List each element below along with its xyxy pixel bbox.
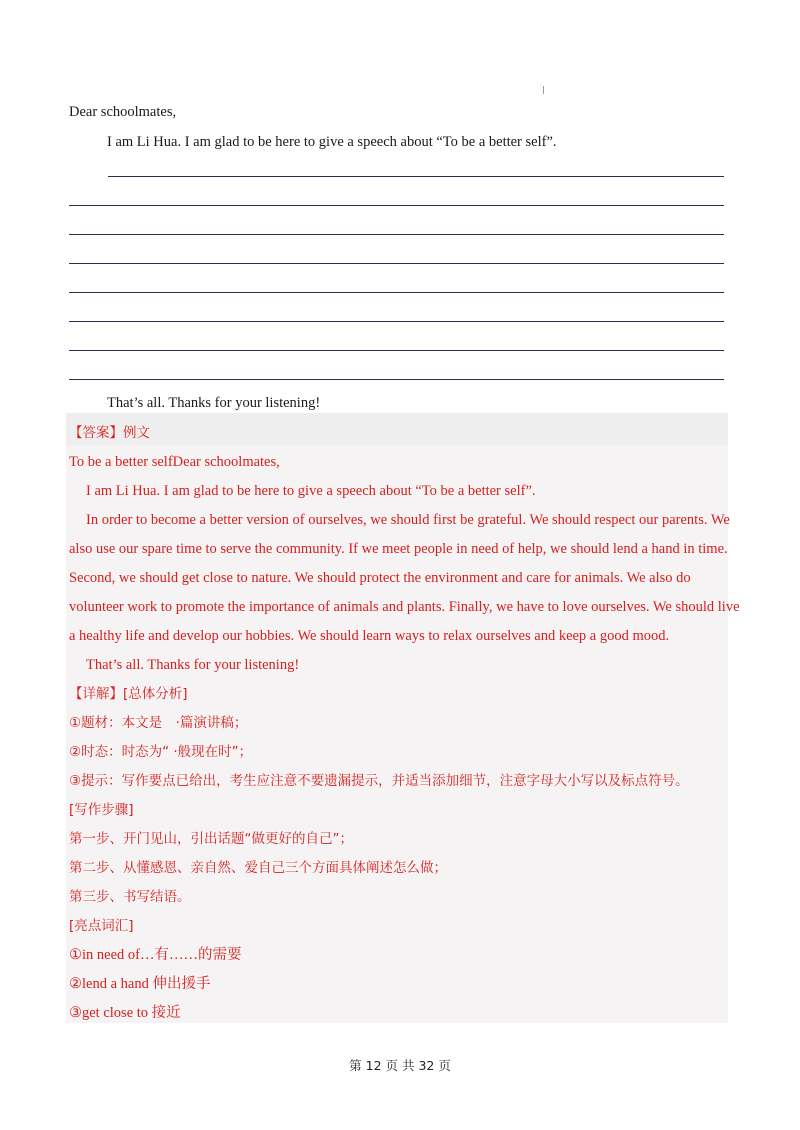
letter-salutation: Dear schoolmates, [69,104,177,120]
answer-header [69,423,150,443]
answer-body-line: Second, we should get close to nature. We should protect the environment and care for animals. We also do [69,570,691,586]
writing-line [69,292,724,293]
writing-line [69,350,724,351]
detail-overall: [总体分析] [123,686,188,702]
detail-step: 第二步、从懂感恩、亲自然、爱自己三个方面具体阐述怎么做； [69,860,447,876]
answer-body-line: a healthy life and develop our hobbies. We should learn ways to relax ourselves and keep a good mood. [69,628,670,644]
detail-steps-title: [写作步骤] [69,802,134,818]
answer-closing: That’s all. Thanks for your listening! [86,657,300,673]
writing-line [108,176,724,177]
detail-header [69,684,188,704]
detail-vocab-title: [亮点词汇] [69,918,134,934]
detail-step: 第一步、开门见山，引出话题“做更好的自己”； [69,831,353,847]
letter-opening: I am Li Hua. I am glad to be here to give a speech about “To be a better self”. [107,134,557,150]
writing-line [69,205,724,206]
writing-line [69,234,724,235]
writing-line [69,263,724,264]
answer-label-suffix: 例文 [123,425,150,441]
detail-label: 【详解】 [69,686,123,702]
answer-label: 【答案】 [69,425,123,441]
detail-point: ②时态：时态为“ ·般现在时”； [69,744,253,760]
detail-point: ①题材：本文是 ·篇演讲稿； [69,715,248,731]
scan-mark [543,86,544,94]
answer-body-line: volunteer work to promote the importance of animals and plants. Finally, we have to love ourselves. We should live [69,599,740,615]
answer-header-strip [66,413,728,445]
answer-body-line: also use our spare time to serve the community. If we meet people in need of help, we should lend a hand in time. [69,541,728,557]
letter-closing: That’s all. Thanks for your listening! [107,395,321,411]
writing-line [69,379,724,380]
detail-point: ③提示：写作要点已给出，考生应注意不要遗漏提示，并适当添加细节，注意字母大小写以及标点符号。 [69,773,689,789]
answer-intro: I am Li Hua. I am glad to be here to give a speech about “To be a better self”. [86,483,536,499]
detail-vocab-item: ①in need of…有……的需要 [69,947,242,963]
detail-step: 第三步、书写结语。 [69,889,191,905]
answer-body-line: In order to become a better version of ourselves, we should first be grateful. We should respect our parents. We [86,512,730,528]
writing-line [69,321,724,322]
detail-vocab-item: ②lend a hand 伸出援手 [69,976,211,992]
detail-vocab-item: ③get close to 接近 [69,1005,181,1021]
answer-title-line: To be a better selfDear schoolmates, [69,454,280,470]
page-number: 第 12 页 共 32 页 [349,1058,451,1073]
